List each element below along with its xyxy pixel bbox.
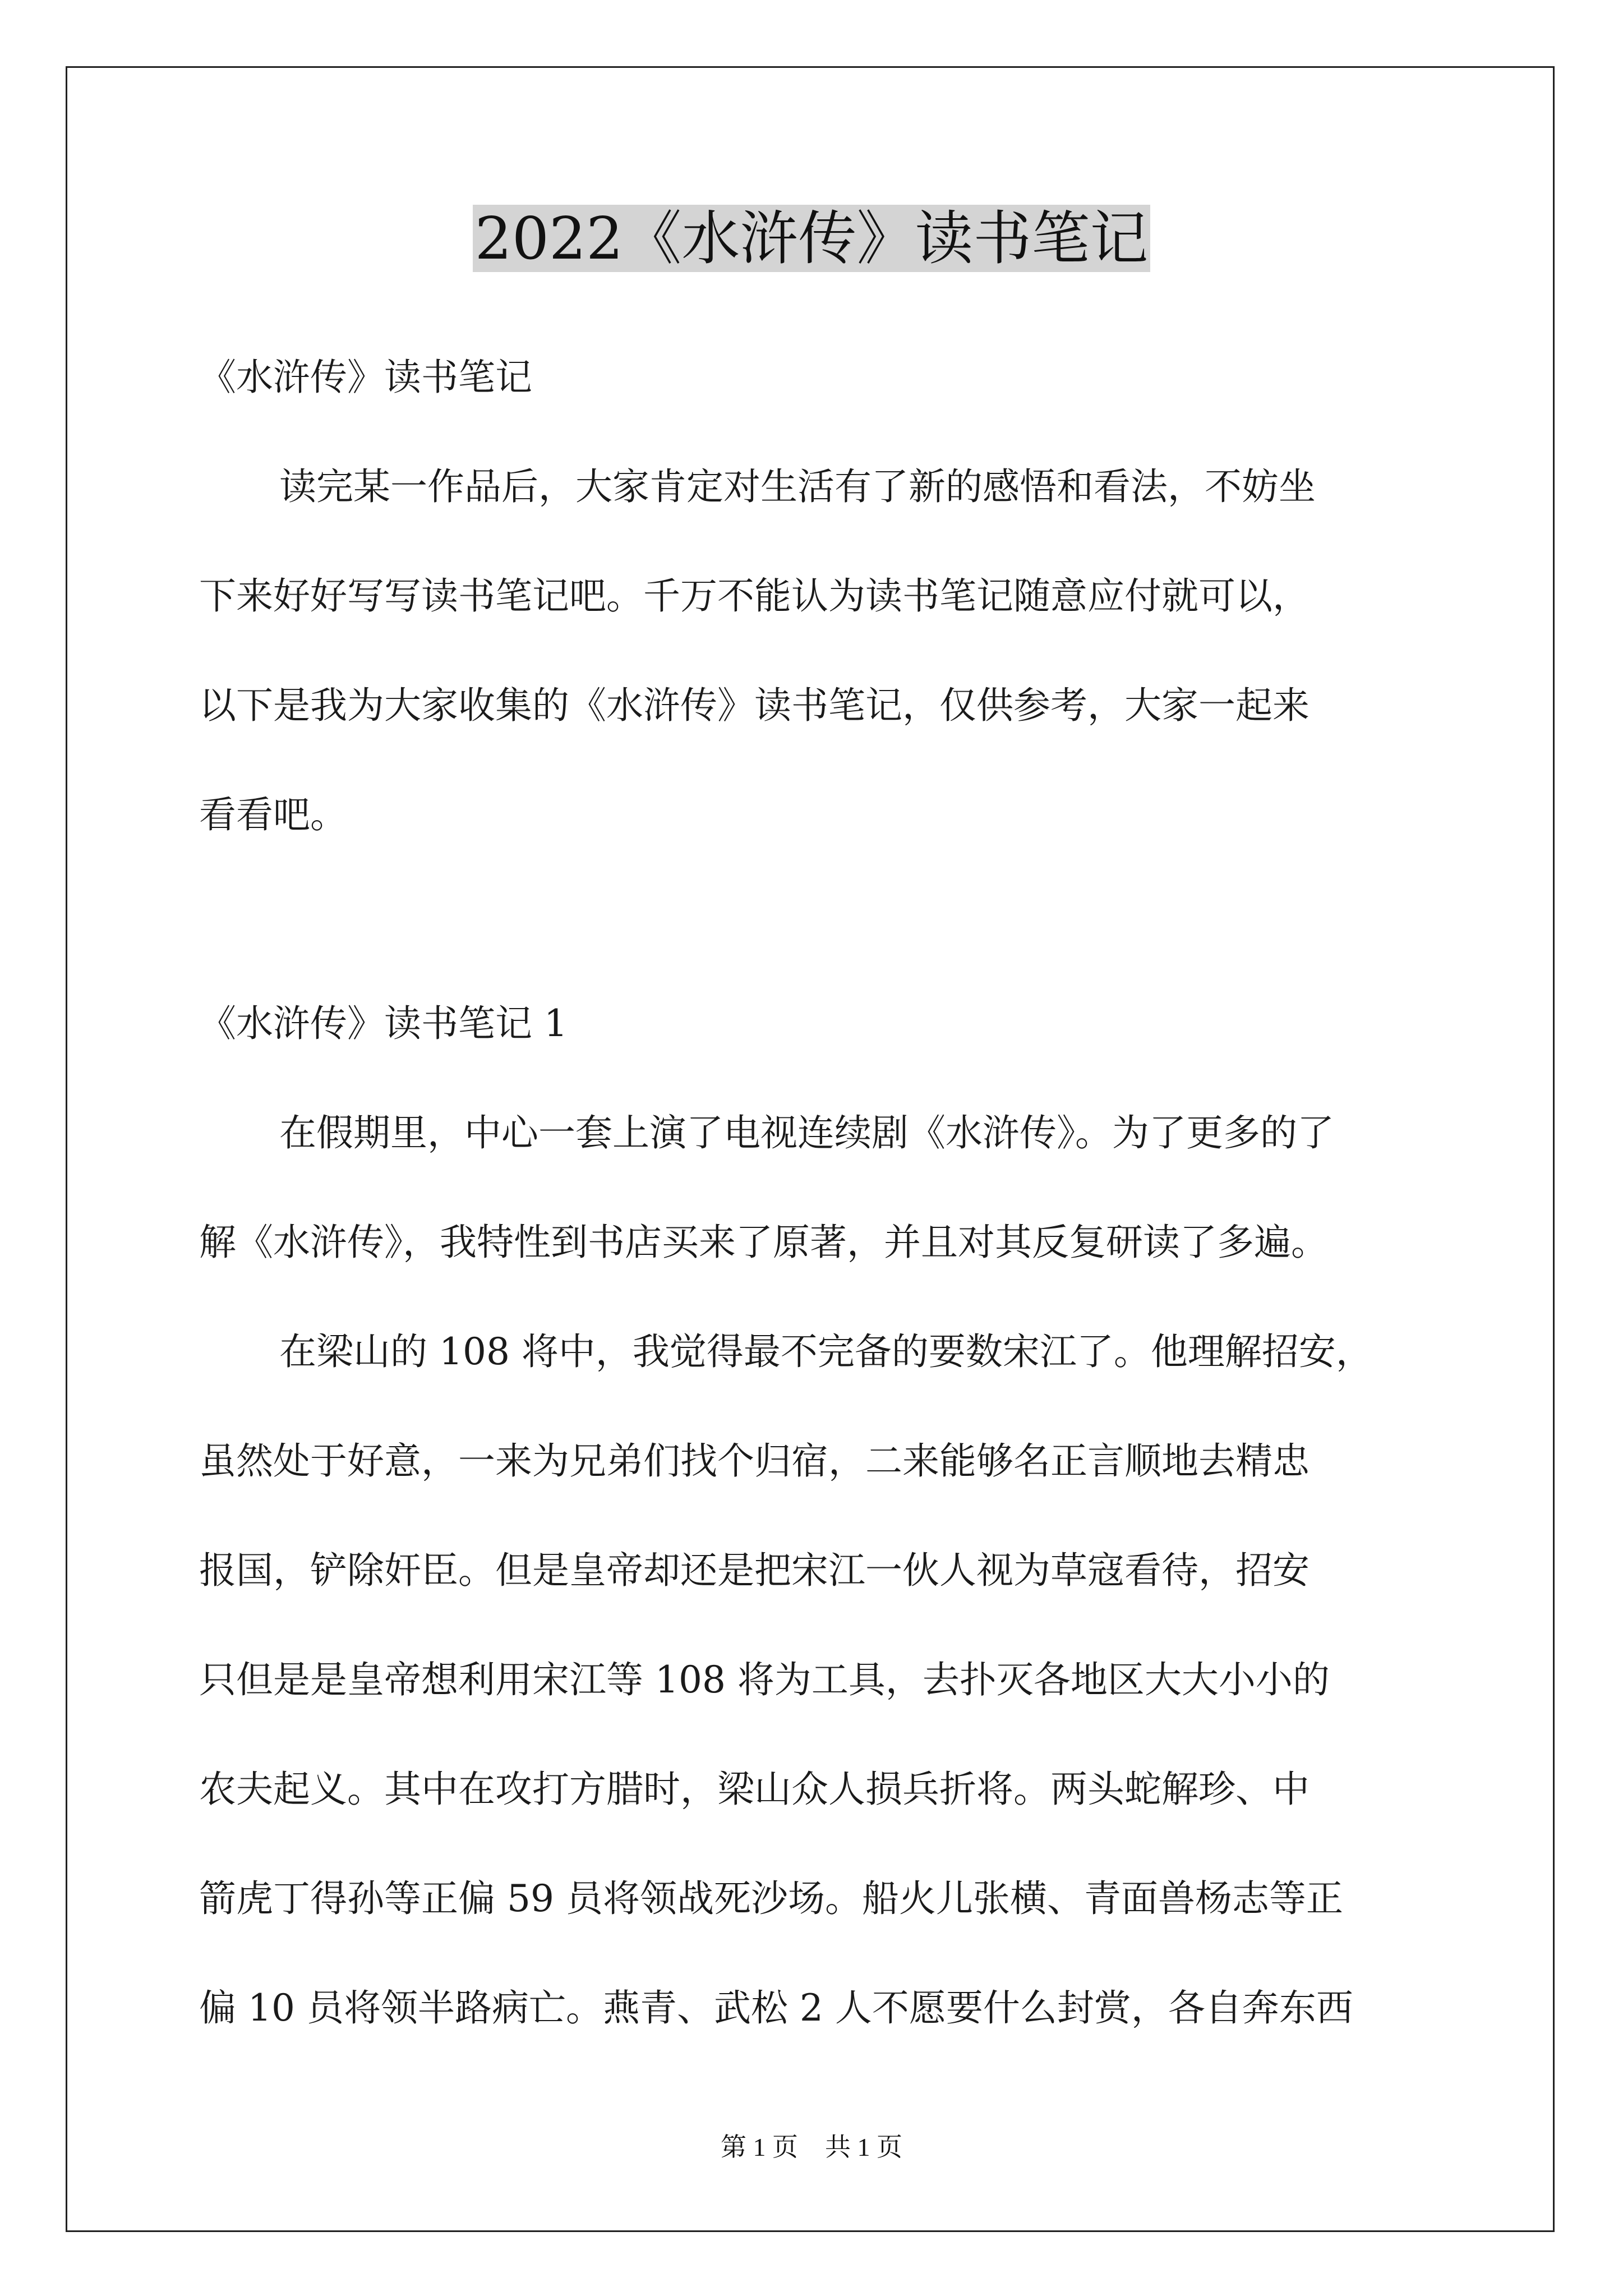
paragraph-line: 在梁山的 108 将中，我觉得最不完备的要数宋江了。他理解招安，: [279, 1330, 1373, 1373]
paragraph-line: 下来好好写写读书笔记吧。千万不能认为读书笔记随意应付就可以，: [199, 574, 1310, 618]
paragraph-line: 虽然处于好意，一来为兄弟们找个归宿，二来能够名正言顺地去精忠: [199, 1439, 1310, 1483]
paragraph-line: 报国，铲除奸臣。但是皇帝却还是把宋江一伙人视为草寇看待，招安: [199, 1549, 1310, 1592]
paragraph-line: 农夫起义。其中在攻打方腊时，梁山众人损兵折将。两头蛇解珍、中: [199, 1768, 1310, 1811]
page-total: 共 1 页: [825, 2133, 902, 2161]
paragraph-line: 偏 10 员将领半路病亡。燕青、武松 2 人不愿要什么封赏，各自奔东西: [199, 1986, 1353, 2030]
paragraph-line: 以下是我为大家收集的《水浒传》读书笔记，仅供参考，大家一起来: [199, 684, 1310, 727]
document-title: [0, 205, 1623, 272]
page-footer: [0, 2134, 1623, 2160]
paragraph-line: 看看吧。: [199, 793, 347, 836]
paragraph-line: 解《水浒传》，我特性到书店买来了原著，并且对其反复研读了多遍。: [199, 1221, 1328, 1264]
section-heading: 《水浒传》读书笔记 1: [199, 1002, 568, 1045]
paragraph-line: 在假期里，中心一套上演了电视连续剧《水浒传》。为了更多的了: [279, 1111, 1334, 1154]
paragraph-line: 只但是是皇帝想利用宋江等 108 将为工具，去扑灭各地区大大小小的: [199, 1658, 1330, 1701]
page-number: 第 1 页: [721, 2133, 798, 2161]
paragraph-line: 读完某一作品后，大家肯定对生活有了新的感悟和看法，不妨坐: [279, 465, 1316, 508]
paragraph-line: 箭虎丁得孙等正偏 59 员将领战死沙场。船火儿张横、青面兽杨志等正: [199, 1877, 1343, 1920]
intro-heading: 《水浒传》读书笔记: [199, 356, 532, 399]
title-text: 2022《水浒传》读书笔记: [473, 205, 1151, 272]
